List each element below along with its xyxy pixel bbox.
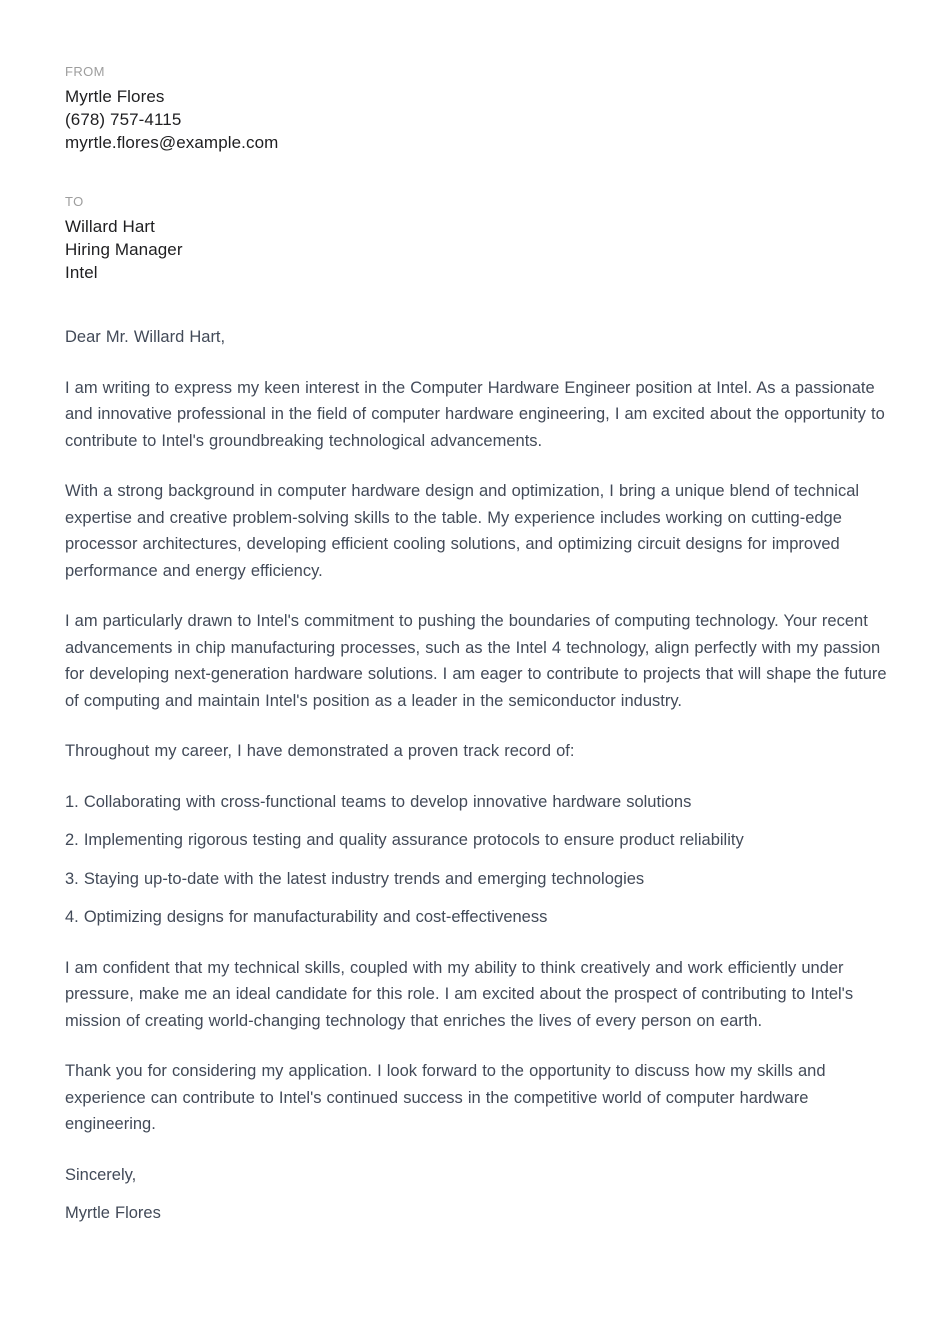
paragraph-thanks: Thank you for considering my application. I look forward to the opportunity to discuss how my skills and experience can contribute to Intel's continued success in the competitive world of computer hardware engineering. [65,1062,826,1133]
paragraph-background: With a strong background in computer hardware design and optimization, I bring a unique blend of technical expertise and creative problem-solving skills to the table. My experience includes working on cutting-edge processor architectures, developing efficient cooling solutions, and optimizing circuit designs for improved performance and energy efficiency. [65,482,860,580]
recipient-title: Hiring Manager [65,240,183,259]
signature: Myrtle Flores [65,1204,161,1222]
greeting: Dear Mr. Willard Hart, [65,328,226,346]
sender-phone: (678) 757-4115 [65,110,182,129]
list-item: 3. Staying up-to-date with the latest industry trends and emerging technologies [65,869,645,888]
sender-block [65,64,895,154]
from-label: FROM [65,64,105,79]
sender-name: Myrtle Flores [65,87,165,106]
paragraph-confidence: I am confident that my technical skills, coupled with my ability to think creatively and work efficiently under pressure, make me an ideal candidate for this role. I am excited about the prospect of contributing to Intel's mission of creating world-changing technology that enriches the lives of every person on earth. [65,958,854,1030]
paragraph-motivation: I am particularly drawn to Intel's commitment to pushing the boundaries of computing technology. Your recent advancements in chip manufacturing processes, such as the Intel 4 technology, align perfectly with my passion for developing next-generation hardware solutions. I am eager to contribute to projects that will shape the future of computing and maintain Intel's position as a leader in the semiconductor industry. [65,612,887,710]
recipient-block [65,194,895,284]
paragraph-intro: I am writing to express my keen interest in the Computer Hardware Engineer position at Intel. As a passionate and innovative professional in the field of computer hardware engineering, I am excited about the opportunity to contribute to Intel's groundbreaking technological advancements. [65,378,885,450]
letter-body [65,324,895,1227]
list-item: 2. Implementing rigorous testing and quality assurance protocols to ensure product reliability [65,831,744,849]
sender-email: myrtle.flores@example.com [65,133,279,152]
list-item: 1. Collaborating with cross-functional teams to develop innovative hardware solutions [65,792,692,811]
paragraph-track-record-lead: Throughout my career, I have demonstrated a proven track record of: [65,742,575,760]
to-label: TO [65,194,84,209]
signoff: Sincerely, [65,1165,137,1184]
list-item: 4. Optimizing designs for manufacturability and cost-effectiveness [65,908,548,926]
recipient-name: Willard Hart [65,217,155,236]
recipient-company: Intel [65,263,98,282]
